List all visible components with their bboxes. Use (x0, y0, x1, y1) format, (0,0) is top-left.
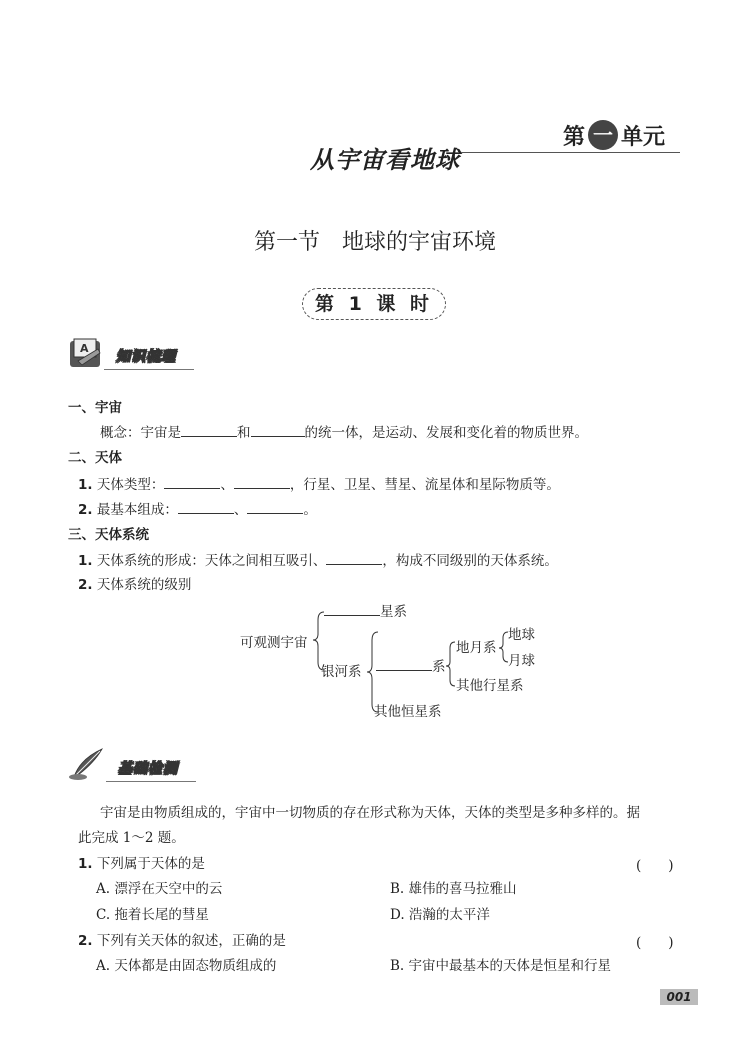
text: 最基本组成： (96, 502, 178, 518)
unit-label-after: 单元 (621, 124, 666, 150)
question-intro: 宇宙是由物质组成的，宇宙中一切物质的存在形式称为天体，天体的类型是多种多样的。据 (100, 805, 640, 821)
fill-blank[interactable] (376, 656, 432, 671)
text: 的统一体，是运动、发展和变化着的物质世界。 (304, 425, 588, 441)
unit-label-before: 第 (563, 124, 586, 150)
item-number: 2. (78, 502, 93, 518)
fill-blank[interactable] (326, 550, 382, 565)
unit-number: 一 (588, 120, 618, 150)
item-number: 1. (78, 477, 93, 493)
system-levels-line (78, 575, 191, 595)
text: 星系 (380, 604, 407, 620)
text: 。 (303, 502, 317, 518)
unit-title-rule (462, 152, 680, 153)
fill-blank[interactable] (251, 422, 305, 437)
question-2 (78, 931, 286, 951)
question-1 (78, 854, 205, 874)
unit-badge (563, 118, 688, 152)
galaxy-line (324, 601, 407, 622)
q2-option-a[interactable]: A. 天体都是由固态物质组成的 (96, 958, 277, 974)
celestial-types-line (78, 474, 560, 495)
text: 、 (220, 477, 234, 493)
section-title: 第一节 地球的宇宙环境 (253, 230, 496, 255)
text: 天体系统的级别 (96, 577, 192, 593)
knowledge-tag: 知识梳理 (116, 349, 176, 365)
question-text: 下列属于天体的是 (96, 856, 205, 872)
solar-system-line (376, 656, 446, 677)
text: 、 (233, 502, 248, 518)
text: 概念：宇宙是 (100, 425, 181, 441)
item-number: 2. (78, 577, 93, 593)
knowledge-tag-rule (104, 369, 194, 370)
text: ，构成不同级别的天体系统。 (382, 553, 558, 569)
question-text: 下列有关天体的叙述，正确的是 (96, 933, 286, 949)
lesson-badge: 第 1 课 时 (302, 288, 446, 320)
q1-option-c[interactable]: C. 拖着长尾的彗星 (96, 907, 209, 923)
question-number: 1. (78, 856, 93, 872)
question-intro-cont: 此完成 1～2 题。 (78, 830, 185, 846)
text: 天体系统的形成：天体之间相互吸引、 (96, 553, 327, 569)
fill-blank[interactable] (181, 422, 237, 437)
svg-text:A: A (80, 342, 89, 355)
heading-universe: 一、宇宙 (68, 400, 122, 416)
heading-celestial-body: 二、天体 (68, 450, 122, 466)
fill-blank[interactable] (164, 474, 220, 489)
basic-check-tag-rule (106, 781, 196, 782)
basic-composition-line (78, 499, 317, 520)
question-number: 2. (78, 933, 93, 949)
q1-option-d[interactable]: D. 浩瀚的太平洋 (390, 907, 490, 923)
quill-icon (66, 745, 106, 781)
text: 系 (432, 659, 446, 675)
text: 天体类型： (96, 477, 165, 493)
tree-earth-moon: 地月系 (456, 640, 497, 656)
tree-moon: 月球 (508, 653, 535, 669)
basic-check-tag: 基础检测 (118, 761, 178, 777)
text: 和 (237, 425, 251, 441)
answer-paren-1[interactable]: ( ) (636, 858, 674, 874)
text: ，行星、卫星、彗星、流星体和星际物质等。 (289, 477, 560, 493)
heading-celestial-system: 三、天体系统 (68, 527, 149, 543)
system-formation-line (78, 550, 558, 571)
fill-blank[interactable] (234, 474, 290, 489)
q1-option-a[interactable]: A. 漂浮在天空中的云 (96, 881, 223, 897)
tree-root: 可观测宇宙 (240, 635, 308, 651)
unit-title: 从宇宙看地球 (310, 146, 460, 174)
universe-concept-line (100, 422, 588, 443)
tree-milky-way: 银河系 (321, 664, 362, 680)
tree-other-stars: 其他恒星系 (374, 704, 442, 720)
tree-other-planets: 其他行星系 (456, 678, 524, 694)
tree-earth: 地球 (508, 627, 535, 643)
answer-paren-2[interactable]: ( ) (636, 935, 674, 951)
fill-blank[interactable] (178, 499, 234, 514)
page-number: 001 (660, 989, 698, 1005)
fill-blank[interactable] (324, 601, 380, 616)
item-number: 1. (78, 553, 93, 569)
q1-option-b[interactable]: B. 雄伟的喜马拉雅山 (390, 881, 517, 897)
q2-option-b[interactable]: B. 宇宙中最基本的天体是恒星和行星 (390, 958, 612, 974)
fill-blank[interactable] (247, 499, 303, 514)
knowledge-icon (68, 335, 104, 371)
